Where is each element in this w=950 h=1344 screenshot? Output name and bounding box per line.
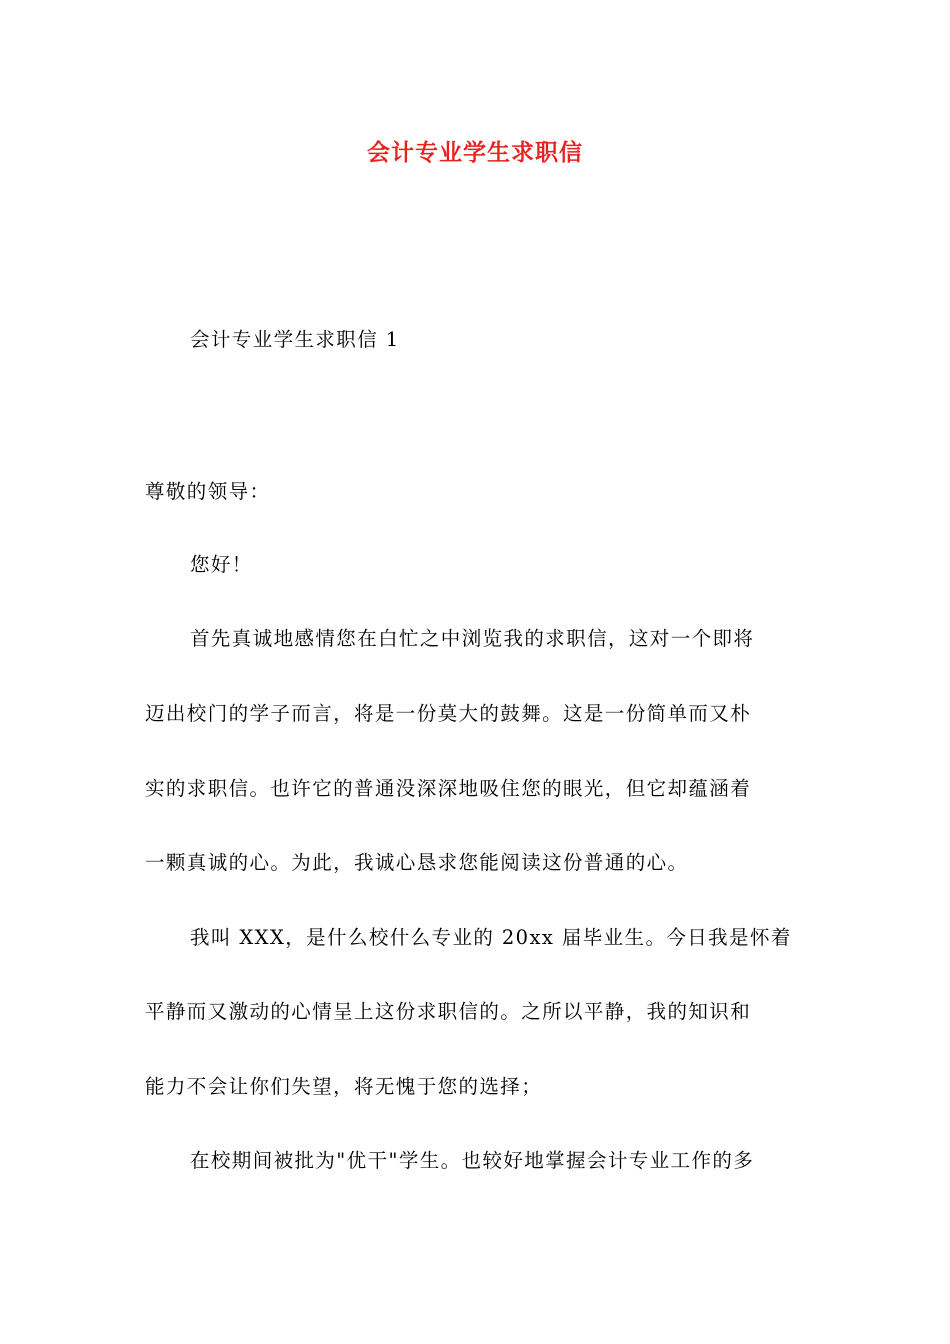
paragraph-1-line-4: 一颗真诚的心。为此，我诚心恳求您能阅读这份普通的心。 bbox=[145, 851, 689, 874]
paragraph-1-line-3: 实的求职信。也许它的普通没深深地吸住您的眼光，但它却蕴涵着 bbox=[145, 777, 752, 800]
letter-subtitle: 会计专业学生求职信 1 bbox=[190, 328, 400, 351]
salutation: 尊敬的领导： bbox=[145, 480, 271, 503]
paragraph-2-line-1: 我叫 XXX，是什么校什么专业的 20xx 届毕业生。今日我是怀着 bbox=[190, 926, 792, 949]
paragraph-2-line-3: 能力不会让你们失望，将无愧于您的选择； bbox=[145, 1075, 543, 1098]
paragraph-1-line-1: 首先真诚地感情您在白忙之中浏览我的求职信，这对一个即将 bbox=[190, 627, 755, 650]
document-title: 会计专业学生求职信 bbox=[367, 140, 583, 166]
paragraph-1-line-2: 迈出校门的学子而言，将是一份莫大的鼓舞。这是一份简单而又朴 bbox=[145, 702, 752, 725]
paragraph-3-line-1: 在校期间被批为"优干"学生。也较好地掌握会计专业工作的多 bbox=[190, 1149, 755, 1172]
paragraph-2-line-2: 平静而又激动的心情呈上这份求职信的。之所以平静，我的知识和 bbox=[145, 1000, 752, 1023]
greeting: 您好！ bbox=[190, 553, 253, 576]
